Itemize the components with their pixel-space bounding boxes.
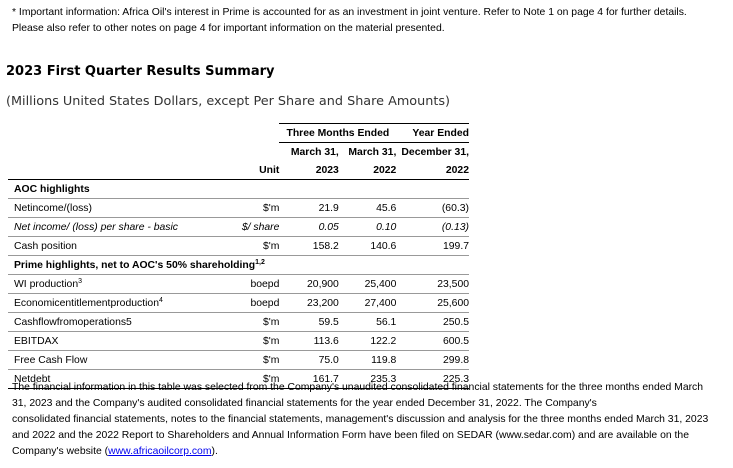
row-label: Netdebt [8,370,219,389]
header-year-ended: Year Ended [396,124,469,143]
row-unit: $'m [219,313,279,332]
date-header-row [8,143,469,162]
row-value-fy-2022: 23,500 [396,275,469,294]
note-line-1: * Important information: Africa Oil's interest in Prime is accounted for as an investment in joint venture. Refer to Note 1 on page 4 for further details. [12,7,687,18]
important-note [12,5,724,37]
table-row [8,332,469,351]
row-value-q1-2022: 25,400 [339,275,397,294]
footer-line-4: and 2022 and the 2022 Report to Shareholders and Annual Information Form have been filed on SEDAR (www.sedar.com) and are available on the [12,430,689,441]
row-value-fy-2022: 299.8 [396,351,469,370]
section-title: AOC highlights [8,180,469,199]
row-label: EBITDAX [8,332,219,351]
row-value-fy-2022: 600.5 [396,332,469,351]
row-unit: $'m [219,199,279,218]
row-label: Cash position [8,237,219,256]
row-value-q1-2022: 140.6 [339,237,397,256]
row-value-q1-2022: 122.2 [339,332,397,351]
row-value-q1-2023: 0.05 [279,218,338,237]
table-row [8,294,469,313]
row-value-q1-2023: 21.9 [279,199,338,218]
row-unit: $'m [219,237,279,256]
footer-line-3: consolidated financial statements, notes to the financial statements, management's discussion and analysis for the three months ended March 31, 2023 [12,414,709,425]
header-unit: Unit [219,161,279,180]
row-value-q1-2022: 0.10 [339,218,397,237]
company-website-link[interactable]: www.africaoilcorp.com [108,446,212,457]
row-unit: $'m [219,332,279,351]
table-row [8,218,469,237]
row-value-fy-2022: 199.7 [396,237,469,256]
row-label: Cashflowfromoperations5 [8,313,219,332]
header-date-b: March 31, [348,146,397,158]
header-year-a: 2023 [279,161,338,180]
row-value-q1-2023: 23,200 [279,294,338,313]
table-row [8,199,469,218]
header-three-months: Three Months Ended [279,124,396,143]
row-label: Netincome/(loss) [8,199,219,218]
footnote-ref: 3 [78,277,83,285]
footer-line-5-prefix: Company's website ( [12,446,109,457]
page-title: 2023 First Quarter Results Summary [6,64,275,79]
note-line-2: Please also refer to other notes on page 4 for important information on the material presented. [12,23,445,34]
footer-line-1: The financial information in this table was selected from the Company's unaudited consolidated financial statements for the three months ended March [12,382,704,393]
group-header-row [8,124,469,143]
row-value-q1-2022: 56.1 [339,313,397,332]
footer-line-5 [12,444,728,460]
footer-line-2: 31, 2023 and the Company's audited consolidated financial statements for the year ended December 31, 2022. The Company's [12,398,597,409]
table-row [8,237,469,256]
table-row [8,351,469,370]
row-label: WI production [14,278,79,290]
header-date-c: December 31, [401,146,469,158]
row-value-q1-2022: 45.6 [339,199,397,218]
header-year-c: 2022 [396,161,469,180]
row-value-q1-2023: 59.5 [279,313,338,332]
row-value-q1-2022: 119.8 [339,351,397,370]
row-unit: $'m [219,370,279,389]
section-footnote-ref: 1,2 [255,258,265,266]
row-value-fy-2022: 250.5 [396,313,469,332]
row-unit: boepd [219,294,279,313]
table-row [8,313,469,332]
section-prime-highlights [8,256,469,275]
row-value-q1-2023: 158.2 [279,237,338,256]
page-subtitle: (Millions United States Dollars, except Per Share and Share Amounts) [6,94,451,109]
row-label: Free Cash Flow [8,351,219,370]
row-value-q1-2023: 161.7 [279,370,338,389]
row-value-fy-2022: 225.3 [396,370,469,389]
row-label: Net income/ (loss) per share - basic [8,218,219,237]
table-footnote [12,380,728,460]
row-unit: boepd [219,275,279,294]
row-unit: $'m [219,351,279,370]
year-header-row [8,161,469,180]
footer-line-5-suffix: ). [211,446,218,457]
row-value-fy-2022: (60.3) [396,199,469,218]
row-unit: $/ share [219,218,279,237]
section-aoc-highlights [8,180,469,199]
footnote-ref: 4 [158,296,163,304]
section-title: Prime highlights, net to AOC's 50% shareholding [14,259,256,271]
row-value-fy-2022: 25,600 [396,294,469,313]
row-value-q1-2023: 75.0 [279,351,338,370]
row-value-q1-2023: 113.6 [279,332,338,351]
header-year-b: 2022 [339,161,397,180]
row-value-q1-2022: 235.3 [339,370,397,389]
row-value-q1-2022: 27,400 [339,294,397,313]
row-label: Economicentitlementproduction [14,297,159,309]
results-summary-table [8,123,469,389]
row-value-fy-2022: (0.13) [396,218,469,237]
header-date-a: March 31, [290,146,339,158]
row-value-q1-2023: 20,900 [279,275,338,294]
table-row [8,275,469,294]
